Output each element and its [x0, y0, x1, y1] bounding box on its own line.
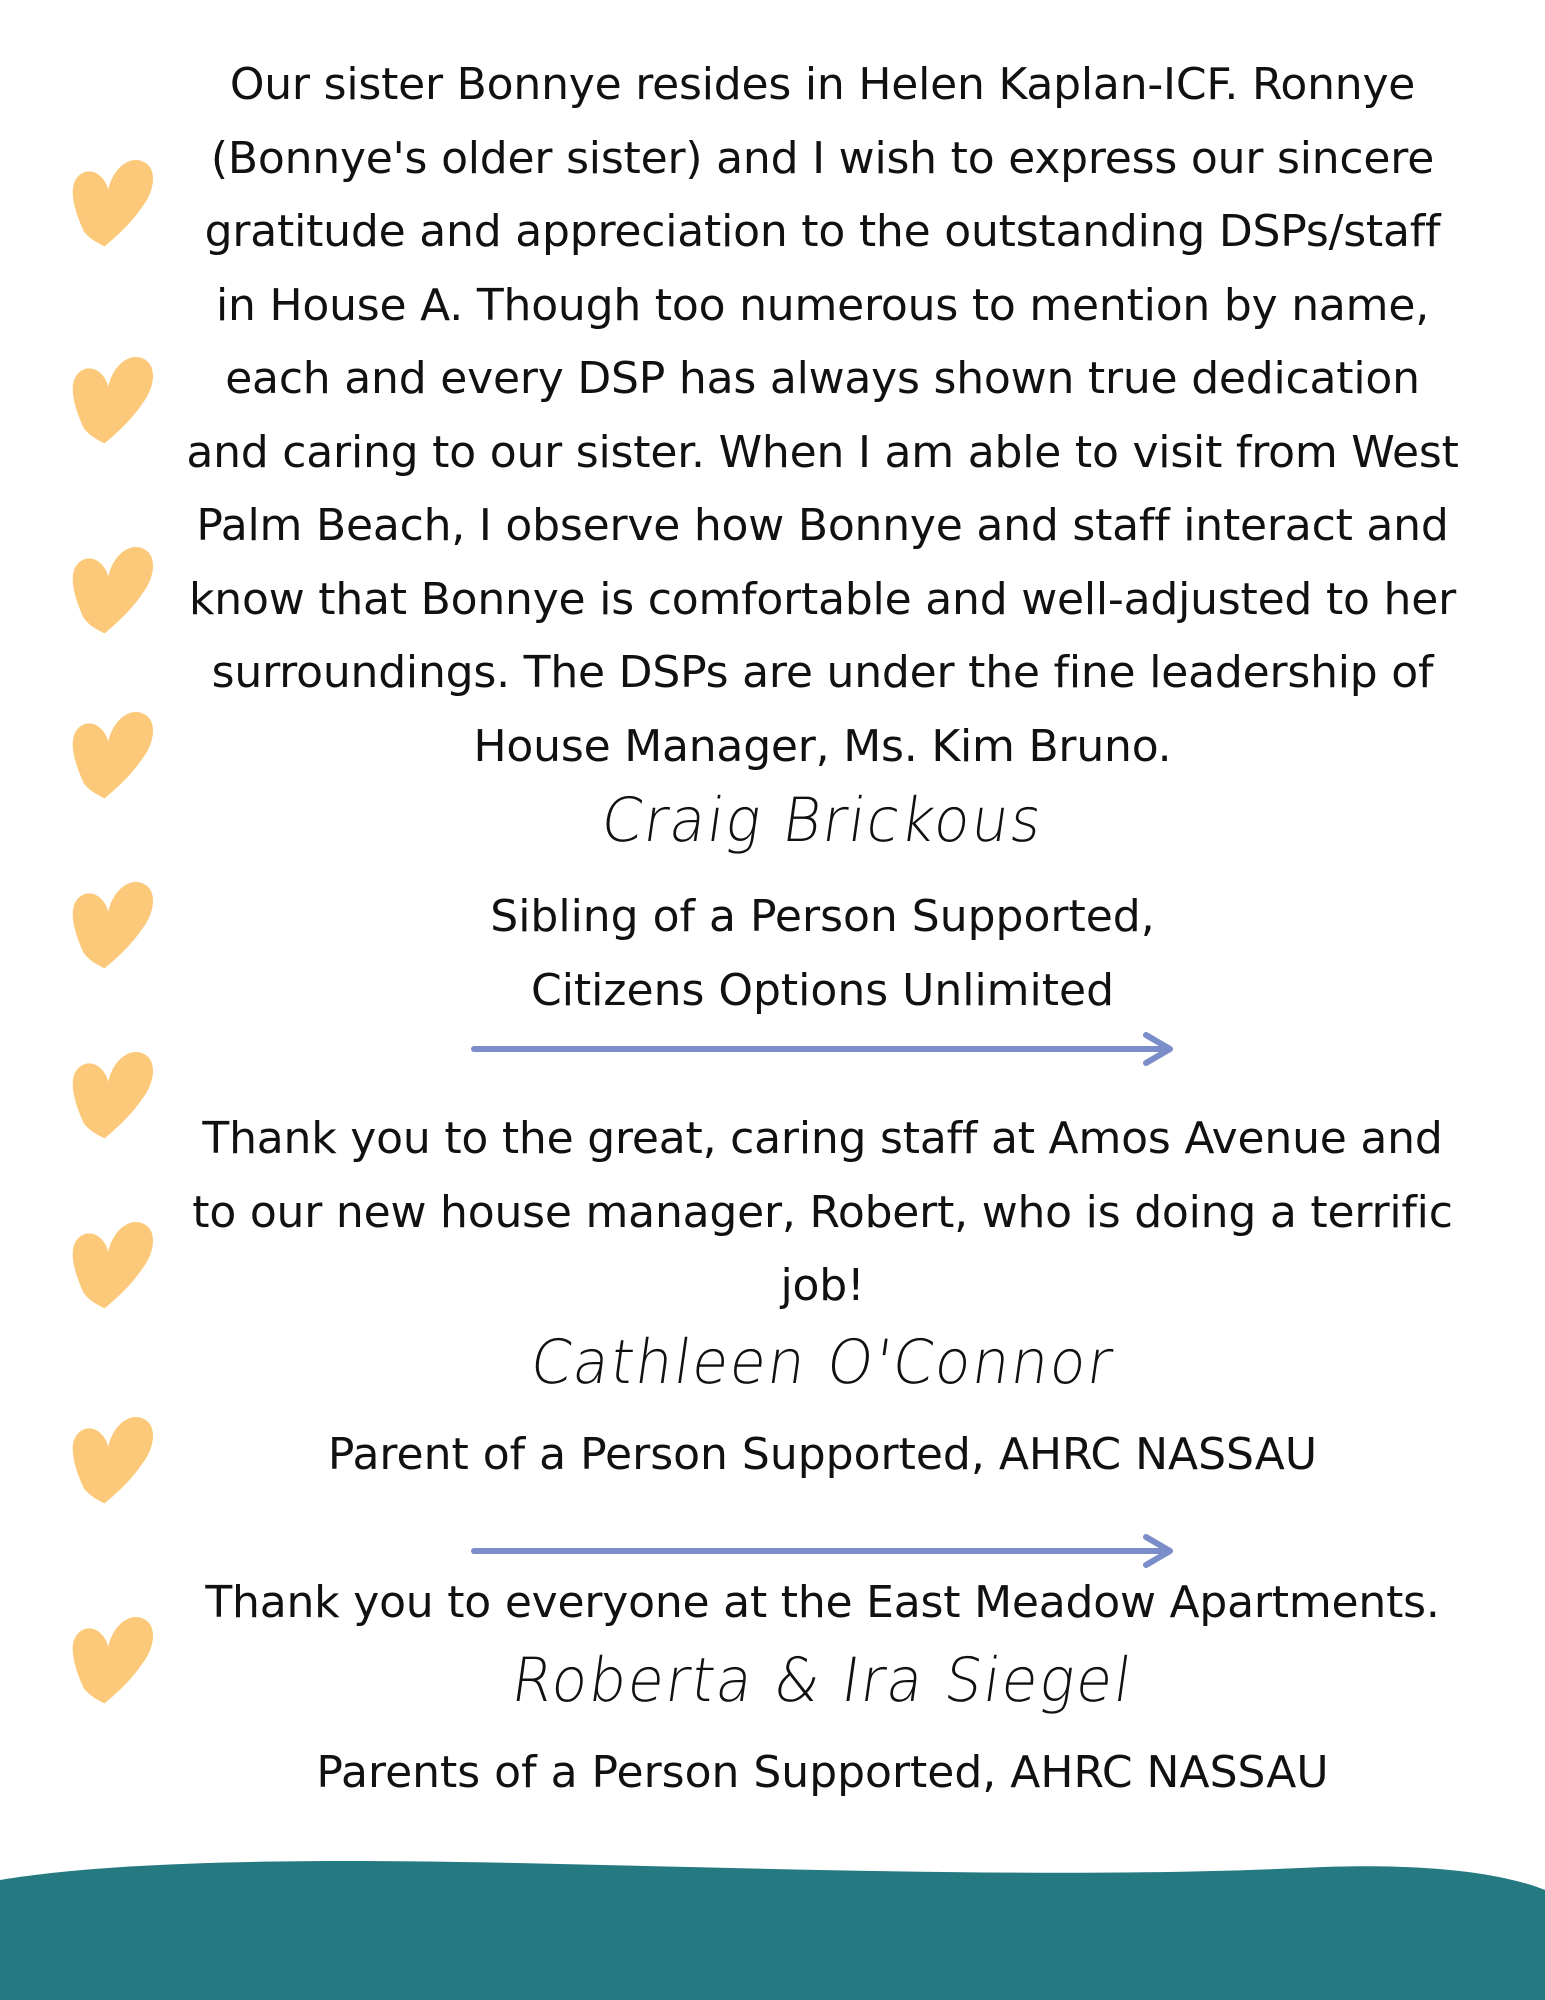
testimonial-2 — [180, 1102, 1465, 1323]
heart-icon — [66, 700, 162, 804]
arrow-right-icon — [470, 1029, 1180, 1069]
heart-icon — [66, 345, 162, 449]
hearts-column — [0, 0, 200, 2000]
arrow-right-icon — [470, 1531, 1180, 1571]
testimonial-1-role — [180, 880, 1465, 1027]
heart-icon — [66, 870, 162, 974]
heart-icon — [66, 1040, 162, 1144]
testimonial-2-signature-block — [180, 1322, 1465, 1402]
heart-icon — [66, 1210, 162, 1314]
footer-wave — [0, 1850, 1545, 2000]
heart-icon — [66, 1605, 162, 1709]
heart-icon — [66, 1405, 162, 1509]
signer-org-line: Citizens Options Unlimited — [530, 964, 1115, 1016]
testimonial-3-role — [180, 1736, 1465, 1810]
handwritten-signature: Roberta & Ira Siegel — [507, 1644, 1138, 1716]
heart-icon — [66, 535, 162, 639]
testimonial-1-signature-block — [180, 780, 1465, 860]
testimonial-3-signature-block — [180, 1640, 1465, 1720]
signer-role-line: Parent of a Person Supported, AHRC NASSAU — [327, 1429, 1318, 1480]
heart-icon — [66, 148, 162, 252]
testimonial-2-role — [180, 1418, 1465, 1492]
handwritten-signature: Cathleen O'Connor — [526, 1326, 1119, 1398]
handwritten-signature: Craig Brickous — [596, 784, 1049, 856]
testimonial-1 — [180, 48, 1465, 783]
testimonial-3 — [180, 1566, 1465, 1640]
testimonial-message: Our sister Bonnye resides in Helen Kaplan-ICF. Ronnye (Bonnye's older sister) and I wish to express our sincere gratitude and appreciation to the outstanding DSPs/staff in House A. Though too numerous to mention by name, each and every DSP has always shown true dedication and caring to our sister. When I am able to visit from West Palm Beach, I observe how Bonnye and staff interact and know that Bonnye is comfortable and well-adjusted to her surroundings. The DSPs are under the fine leadership of House Manager, Ms. Kim Bruno. — [186, 59, 1459, 772]
signer-role-line: Sibling of a Person Supported, — [490, 891, 1155, 942]
testimonial-message: Thank you to the great, caring staff at Amos Avenue and to our new house manager, Robert, who is doing a terrific job! — [192, 1113, 1453, 1311]
testimonial-message: Thank you to everyone at the East Meadow Apartments. — [205, 1577, 1440, 1628]
signer-role-line: Parents of a Person Supported, AHRC NASSAU — [316, 1747, 1329, 1798]
